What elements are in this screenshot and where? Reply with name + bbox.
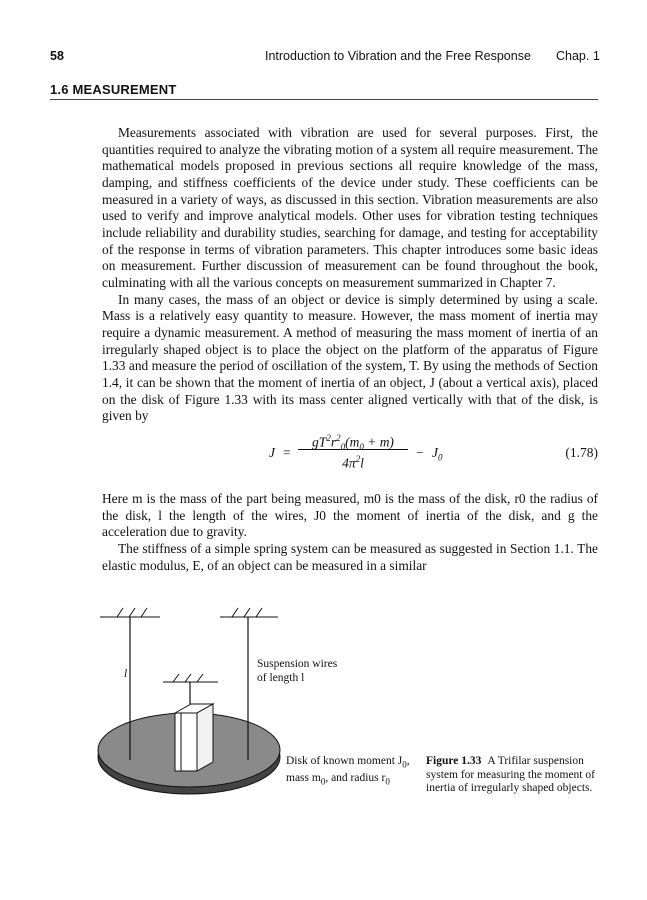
caption-text: A Trifilar suspension system for measuring the moment of inertia of irregularly shaped objects. xyxy=(426,755,595,794)
running-title: Introduction to Vibration and the Free Response xyxy=(265,49,531,63)
paragraph-1: Measurements associated with vibration are used for several purposes. First, the quantities required to analyze the vibrating motion of a system all require measurement. The mathematical models proposed in previous sections all require knowledge of the mass, damping, and stiffness coefficients of the device under study. These coefficients can be measured in a variety of ways, as discussed in this section. Vibration measurements are also used to verify and improve analytical models. Other uses for vibration testing techniques include reliability and durability studies, searching for damage, and testing for acceptability of the response in terms of vibration parameters. This chapter introduces some basic ideas on measurement. Further discussion of measurement can be found throughout the book, culminating with all the various concepts on measurement summarized in Chapter 7. xyxy=(102,125,598,290)
label-disk: Disk of known moment $J_0$, mass $m_0$, and radius $r_0$ xyxy=(286,755,410,787)
figure-caption xyxy=(426,755,616,796)
ceiling-support-left xyxy=(100,608,160,617)
figure-1-33 xyxy=(0,600,647,850)
paragraph-block-2 xyxy=(102,491,598,574)
ceiling-support-back xyxy=(163,674,218,682)
paragraph-3: Here m is the mass of the part being measured, m0 is the mass of the disk, r0 the radius of the disk, l the length of the wires, J0 the moment of inertia of the disk, and g the acceleration due to gravity. xyxy=(102,491,598,540)
paragraph-4: The stiffness of a simple spring system can be measured as suggested in Section 1.1. The elastic modulus, E, of an object can be measured in a similar xyxy=(102,540,598,573)
trifilar-suspension-diagram xyxy=(0,600,647,850)
equation-number: (1.78) xyxy=(565,445,598,460)
label-suspension-wires: Suspension wires of length l xyxy=(257,658,338,684)
figure-number: Figure 1.33 xyxy=(426,755,482,767)
paragraph-2: In many cases, the mass of an object or device is simply determined by using a scale. Mass is a relatively easy quantity to measure. However, the mass moment of inertia may require a dynamic measurement. A method of measuring the mass moment of inertia of an irregularly shaped object is to place the object on the platform of the apparatus of Figure 1.33 and measure the period of oscillation of the system, T. By using the methods of Section 1.4, it can be shown that the moment of inertia of an object, J (about a vertical axis), placed on the disk of Figure 1.33 with its mass center aligned vertically with that of the disk, is given by xyxy=(102,291,598,424)
equation-denominator: $4\pi^2l$ xyxy=(342,454,364,471)
page-number: 58 xyxy=(50,49,64,63)
section-rule xyxy=(50,99,598,100)
section-heading: 1.6 MEASUREMENT xyxy=(50,82,177,97)
irregular-object-box xyxy=(175,704,213,771)
equation-1-78 xyxy=(102,429,598,489)
label-length: l xyxy=(124,668,128,680)
equation-j0: $J_0$ xyxy=(432,445,443,463)
equation-equals: = xyxy=(283,445,291,460)
equation-numerator: $gT^2r^2_0(m_0 + m)$ xyxy=(312,433,394,453)
paragraph-block-1 xyxy=(102,125,598,425)
equation-lhs: J xyxy=(269,445,275,460)
equation-minus: − xyxy=(416,445,424,460)
equation-fraction xyxy=(298,429,408,469)
chapter-label: Chap. 1 xyxy=(556,49,600,63)
ceiling-support-right xyxy=(220,608,278,617)
